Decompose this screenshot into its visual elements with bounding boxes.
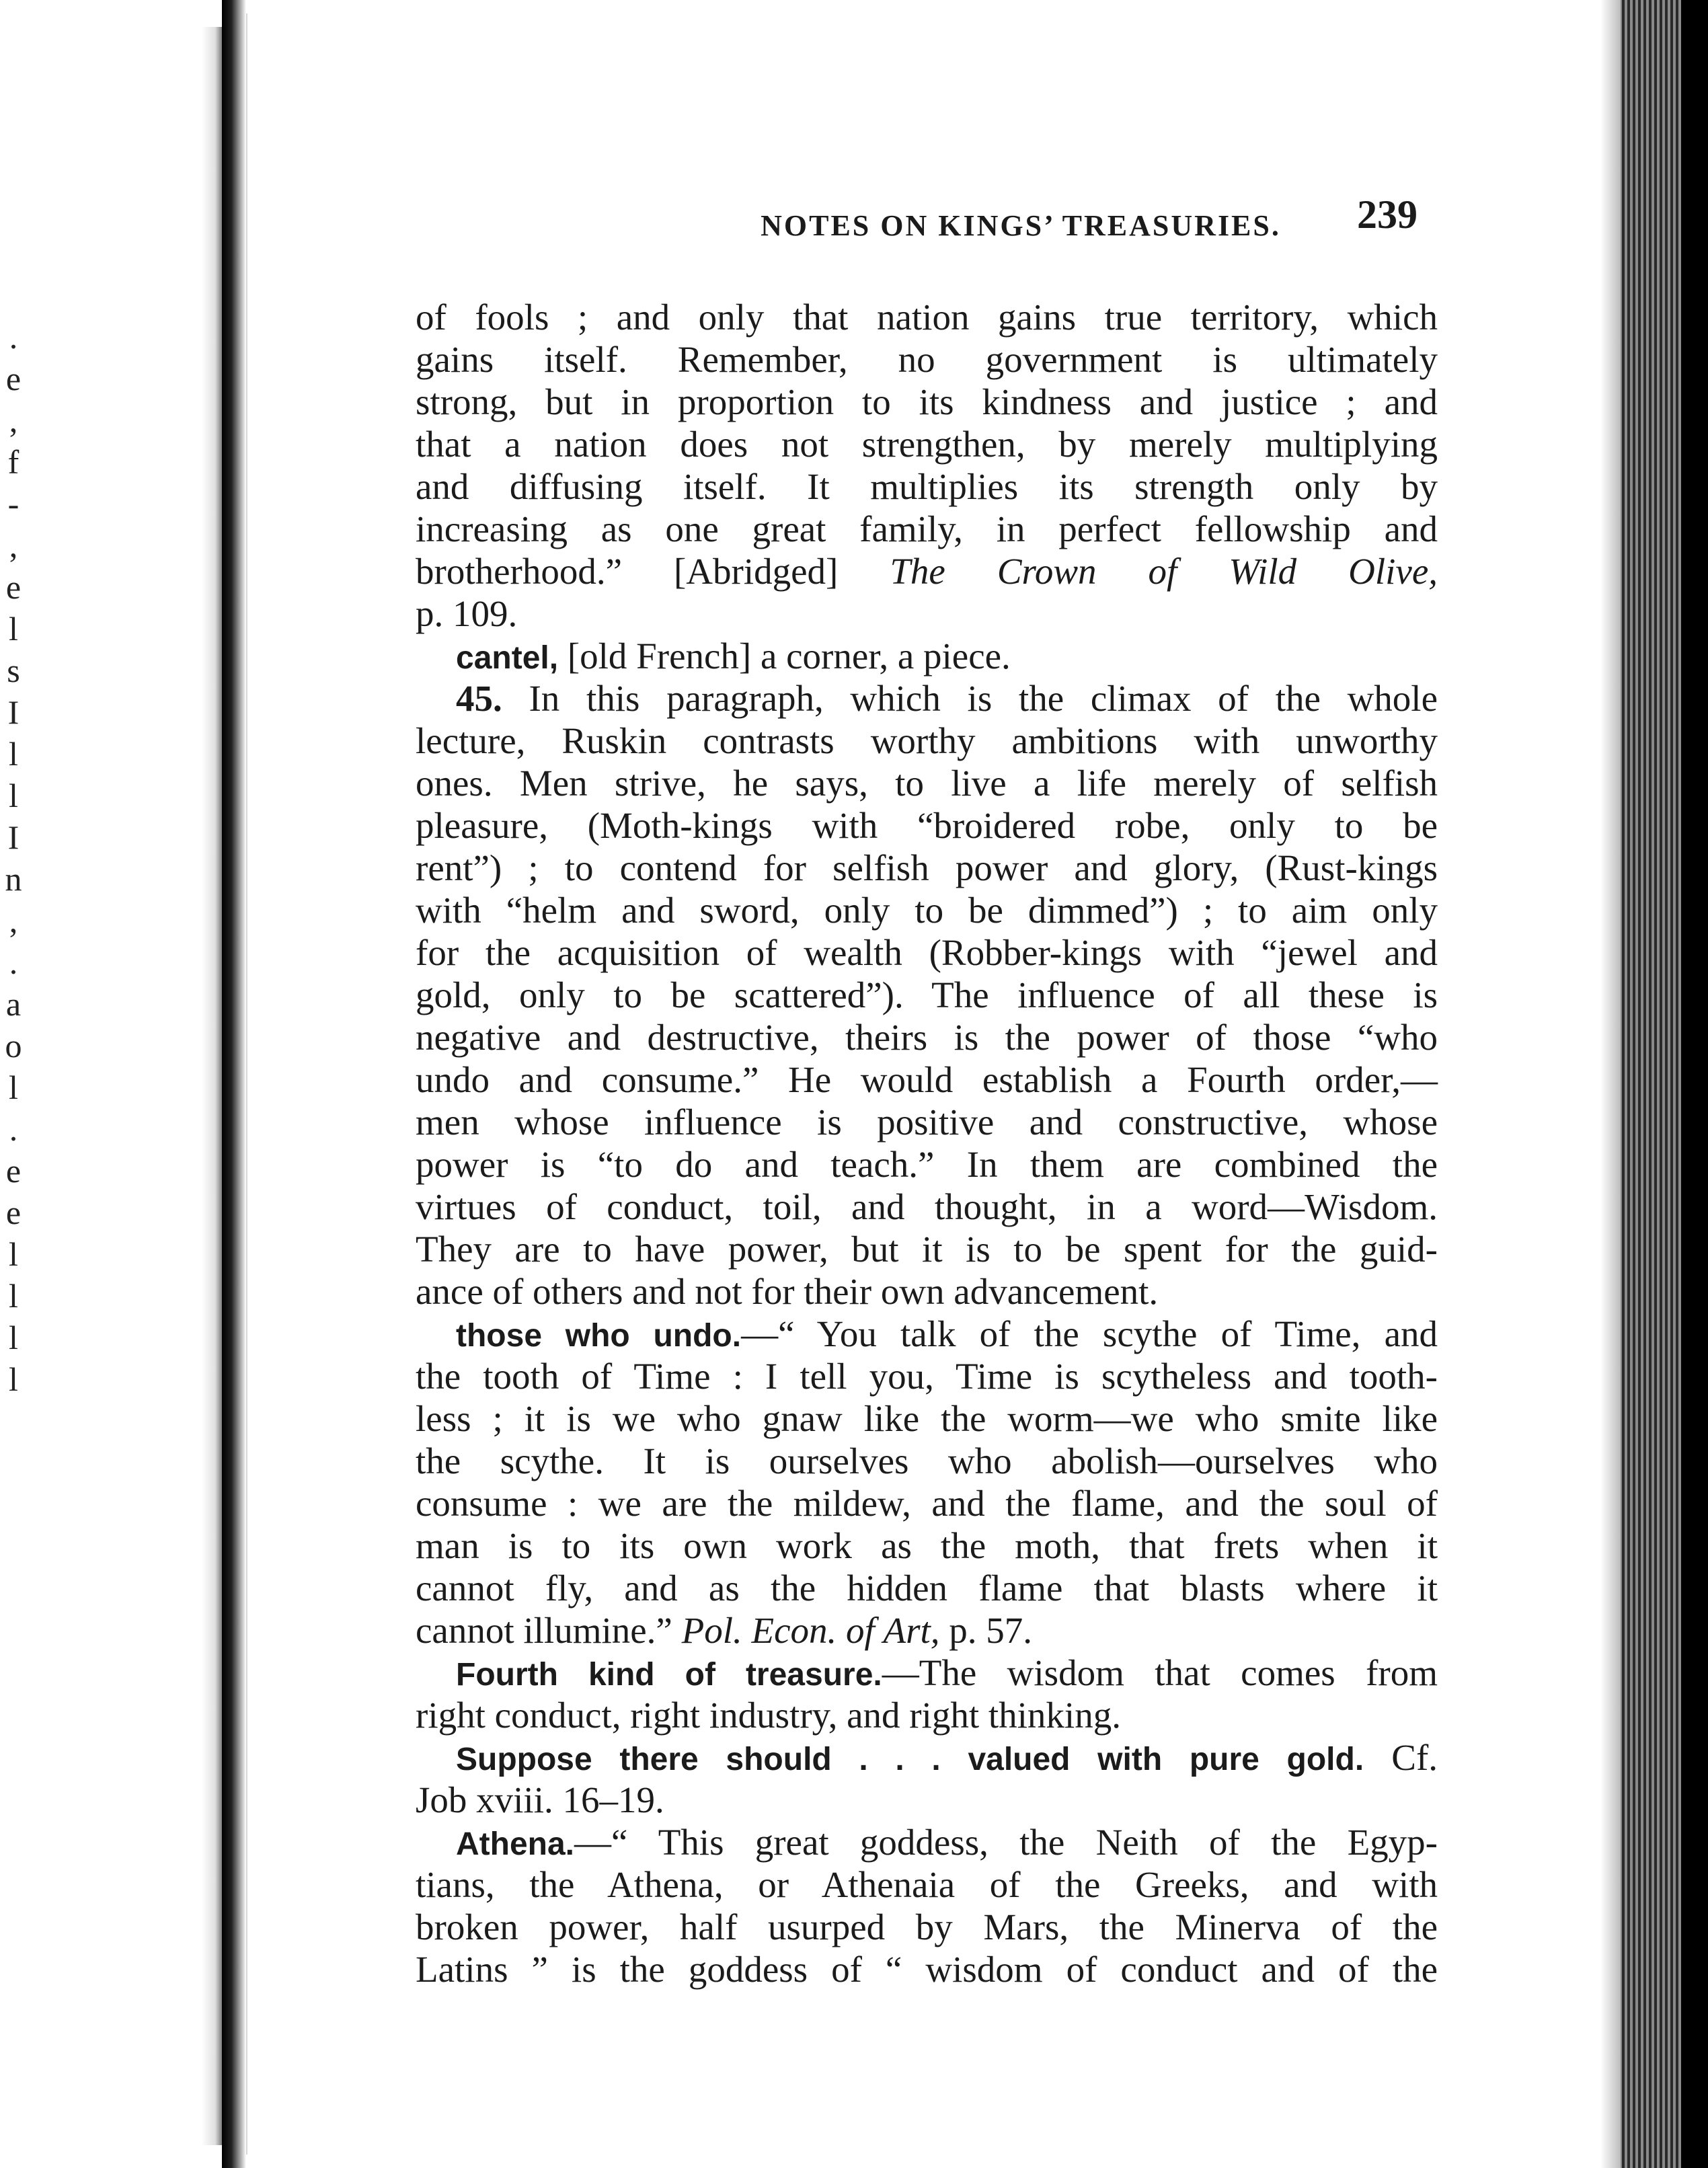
text-line (416, 762, 1438, 804)
text-line (416, 1779, 1438, 1821)
text-line (416, 508, 1438, 550)
italic-title: The Crown of Wild Olive, (890, 551, 1438, 592)
text-line (416, 1821, 1438, 1863)
line-text: cannot fly, and as the hidden flame that blasts where it (416, 1567, 1438, 1609)
text-line (416, 1186, 1438, 1228)
book-spine-shadow (222, 0, 246, 2168)
text-line (416, 1016, 1438, 1058)
line-text: p. 57. (939, 1610, 1033, 1651)
text-line (416, 423, 1438, 465)
left-margin-fragment: . (9, 943, 18, 981)
text-line (416, 804, 1438, 847)
page-number: 239 (1357, 192, 1418, 237)
line-text: and diffusing itself. It multiplies its strength only by (416, 466, 1438, 507)
text-line (416, 1482, 1438, 1524)
left-margin-fragment: o (5, 1027, 22, 1064)
line-text: that a nation does not strengthen, by merely multiplying (416, 424, 1438, 465)
line-text: consume : we are the mildew, and the flame, and the soul of (416, 1483, 1438, 1524)
left-facing-page (0, 0, 222, 2168)
line-text: cannot illumine.” (416, 1610, 682, 1651)
text-line (416, 550, 1438, 592)
line-text: gains itself. Remember, no government is ultimately (416, 339, 1438, 380)
book-page (246, 13, 1602, 2155)
line-text: for the acquisition of wealth (Robber-kings with “jewel and (416, 932, 1438, 973)
line-text: brotherhood.” [Abridged] (416, 551, 890, 592)
text-line (416, 1567, 1438, 1609)
line-text: broken power, half usurped by Mars, the Minerva of the (416, 1906, 1438, 1947)
line-text: undo and consume.” He would establish a Fourth order,— (416, 1059, 1438, 1100)
line-text: man is to its own work as the moth, that frets when it (416, 1525, 1438, 1566)
line-text: In this paragraph, which is the climax of the whole (502, 678, 1438, 719)
line-text: rent”) ; to contend for selfish power and glory, (Rust-kings (416, 847, 1438, 888)
line-text: —The wisdom that comes from (882, 1652, 1438, 1693)
text-line (416, 1694, 1438, 1736)
line-text: the scythe. It is ourselves who abolish—ourselves who (416, 1440, 1438, 1481)
line-text: ones. Men strive, he says, to live a life merely of selfish (416, 763, 1438, 804)
left-margin-fragment: l (9, 1277, 18, 1315)
headword: those who undo. (456, 1318, 742, 1354)
text-line (416, 677, 1438, 720)
left-margin-fragment: e (5, 568, 22, 606)
line-text: gold, only to be scattered”). The influence of all these is (416, 974, 1438, 1015)
text-line (416, 1143, 1438, 1186)
left-margin-fragment: , (9, 401, 18, 439)
left-margin-fragment: l (9, 1069, 18, 1106)
left-page-margin-fragments (0, 316, 27, 1400)
text-line (416, 1906, 1438, 1948)
left-margin-fragment: . (9, 318, 18, 356)
text-line (416, 381, 1438, 423)
text-line (416, 1736, 1438, 1779)
line-text: power is “to do and teach.” In them are combined the (416, 1144, 1438, 1185)
line-text: men whose influence is positive and constructive, whose (416, 1101, 1438, 1143)
left-margin-fragment: e (5, 360, 22, 397)
left-margin-fragment: , (9, 902, 18, 939)
line-text: the tooth of Time : I tell you, Time is scytheless and tooth- (416, 1356, 1438, 1397)
left-margin-fragment: l (9, 735, 18, 773)
text-line (416, 1440, 1438, 1482)
page-edges (1600, 0, 1708, 2168)
line-text: with “helm and sword, only to be dimmed”) ; to aim only (416, 890, 1438, 931)
left-margin-fragment: . (9, 1110, 18, 1148)
line-text: Cf. (1364, 1737, 1438, 1778)
text-line (416, 720, 1438, 762)
text-line (416, 1101, 1438, 1143)
left-margin-fragment: , (9, 527, 18, 564)
line-text: p. 109. (416, 593, 518, 634)
line-text: of fools ; and only that nation gains true territory, which (416, 297, 1438, 338)
text-line (416, 1228, 1438, 1270)
line-text: lecture, Ruskin contrasts worthy ambitions with unworthy (416, 720, 1438, 761)
text-line (416, 1270, 1438, 1313)
italic-title: Pol. Econ. of Art, (681, 1610, 940, 1651)
line-text: They are to have power, but it is to be spent for the guid- (416, 1229, 1438, 1270)
body-text (416, 296, 1438, 1990)
headword: cantel, (456, 640, 559, 676)
text-line (416, 889, 1438, 931)
line-text: ance of others and not for their own advancement. (416, 1271, 1159, 1312)
left-margin-fragment: l (9, 1360, 18, 1398)
left-margin-fragment: l (9, 1319, 18, 1356)
left-margin-fragment: l (9, 610, 18, 648)
line-text: increasing as one great family, in perfect fellowship and (416, 508, 1438, 549)
text-line (416, 847, 1438, 889)
line-text: virtues of conduct, toil, and thought, in a word—Wisdom. (416, 1186, 1438, 1227)
left-margin-fragment: n (5, 860, 22, 898)
text-line (416, 1313, 1438, 1355)
line-text: [old French] a corner, a piece. (558, 635, 1011, 676)
headword: Fourth kind of treasure. (456, 1657, 882, 1693)
line-text: less ; it is we who gnaw like the worm—we who smite like (416, 1398, 1438, 1439)
text-line (416, 338, 1438, 381)
line-text: pleasure, (Moth-kings with “broidered robe, only to be (416, 805, 1438, 846)
text-line (416, 592, 1438, 635)
line-text: right conduct, right industry, and right thinking. (416, 1695, 1121, 1736)
line-text: —“ This great goddess, the Neith of the Egyp- (574, 1822, 1438, 1863)
text-line (416, 1397, 1438, 1440)
text-line (416, 1609, 1438, 1652)
left-margin-fragment: f (7, 443, 20, 481)
text-line (416, 465, 1438, 508)
line-text: negative and destructive, theirs is the power of those “who (416, 1017, 1438, 1058)
text-line (416, 1652, 1438, 1694)
left-margin-fragment: I (7, 818, 20, 856)
text-line (416, 1355, 1438, 1397)
line-text: —“ You talk of the scythe of Time, and (741, 1313, 1438, 1354)
line-text: Latins ” is the goddess of “ wisdom of conduct and of the (416, 1949, 1438, 1990)
left-margin-fragment: l (9, 777, 18, 814)
left-margin-fragment: s (7, 652, 20, 689)
line-text: Job xviii. 16–19. (416, 1779, 664, 1820)
line-text: strong, but in proportion to its kindness and justice ; and (416, 381, 1438, 422)
left-margin-fragment: e (5, 1194, 22, 1231)
line-text: tians, the Athena, or Athenaia of the Greeks, and with (416, 1864, 1438, 1905)
headword: Athena. (456, 1826, 575, 1862)
text-line (416, 974, 1438, 1016)
left-margin-fragment: a (5, 985, 22, 1023)
text-line (416, 1058, 1438, 1101)
text-line (416, 1863, 1438, 1906)
text-line (416, 931, 1438, 974)
headword: Suppose there should . . . valued with pure gold. (456, 1742, 1364, 1777)
running-title: NOTES ON KINGS’ TREASURIES. (761, 209, 1281, 242)
left-margin-fragment: e (5, 1152, 22, 1190)
paragraph-number: 45. (456, 678, 502, 719)
text-line (416, 1524, 1438, 1567)
text-line (416, 635, 1438, 677)
text-line (416, 1948, 1438, 1990)
left-margin-fragment: I (7, 693, 20, 731)
left-margin-fragment: l (9, 1235, 18, 1273)
left-margin-fragment: - (7, 485, 20, 522)
text-line (416, 296, 1438, 338)
